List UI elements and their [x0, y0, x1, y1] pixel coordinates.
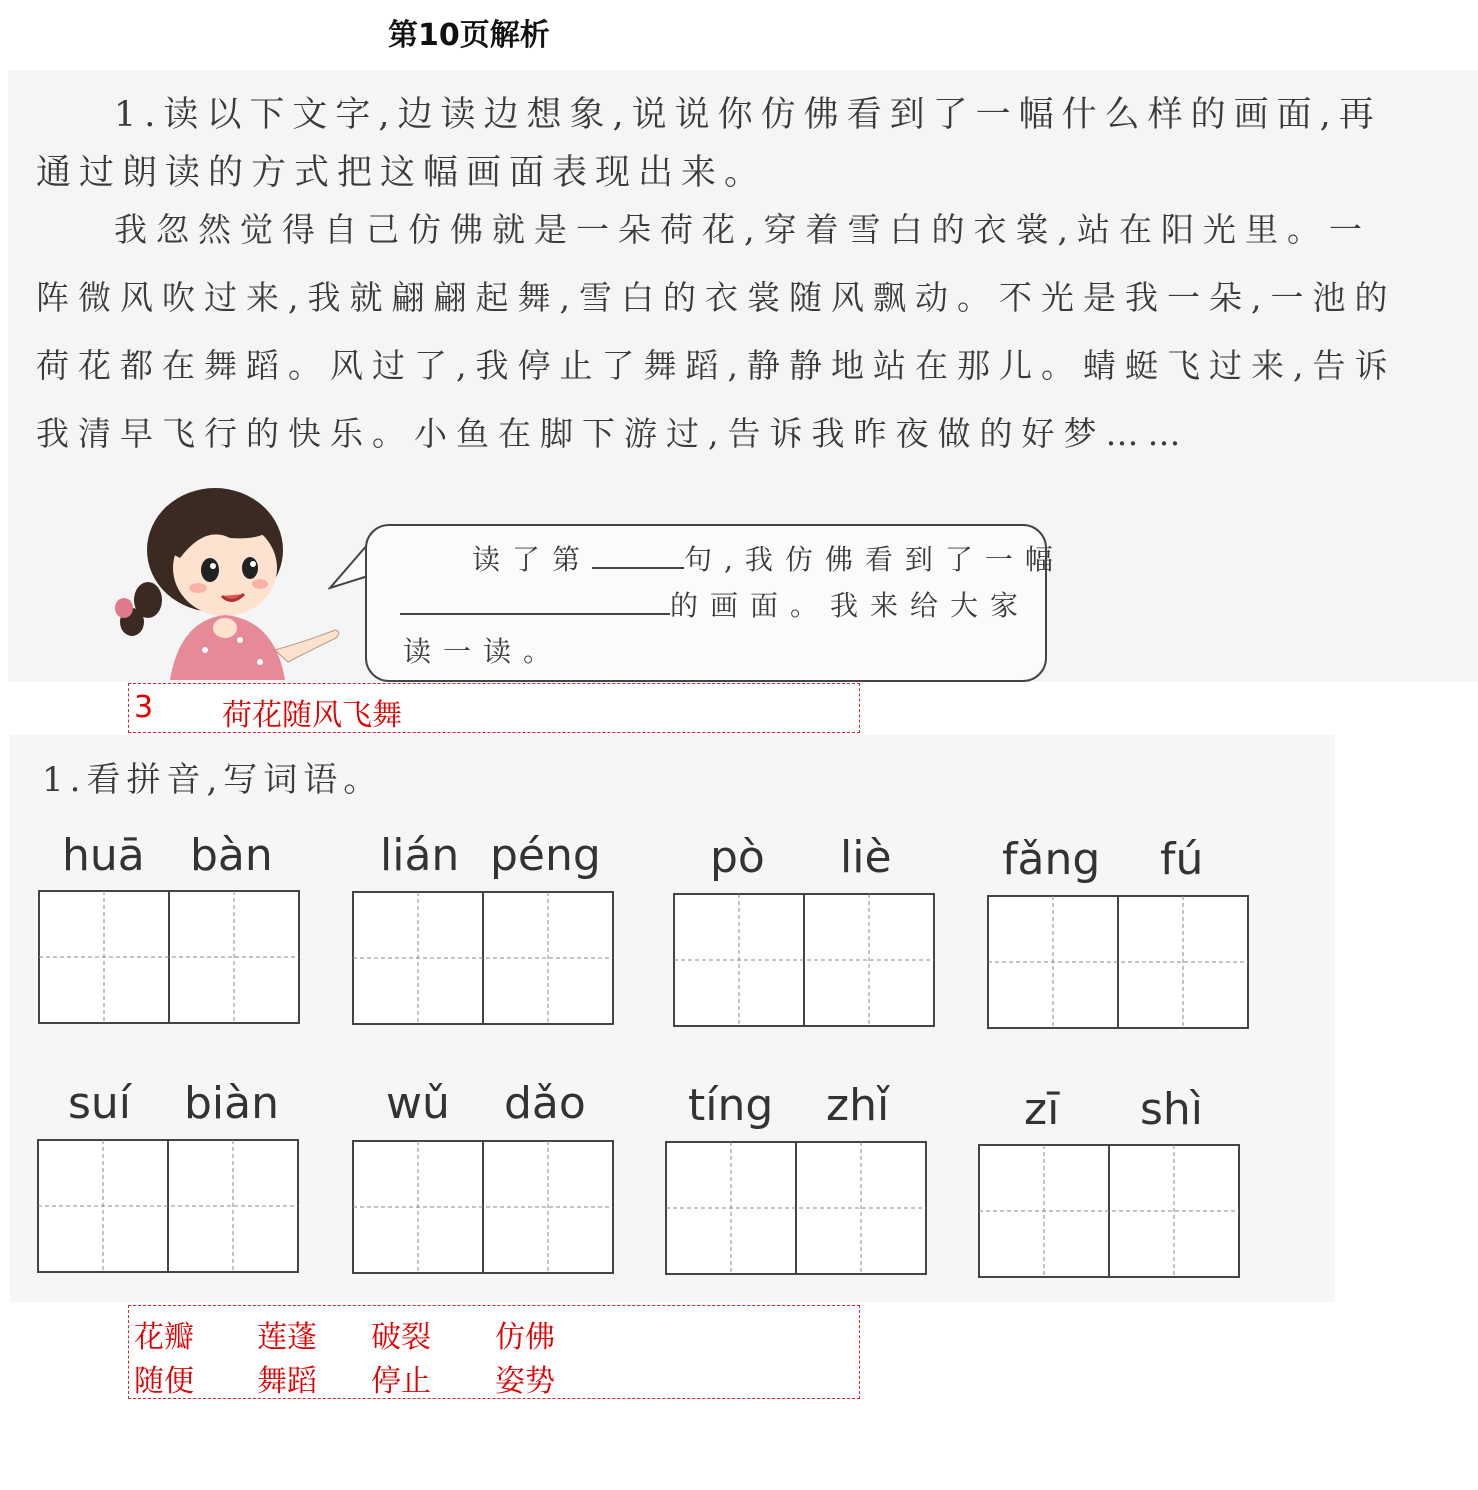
pinyin-4-2: fú — [1160, 834, 1204, 885]
scene-blank[interactable] — [400, 611, 670, 615]
pinyin-8-1: zī — [1024, 1084, 1060, 1135]
pinyin-2-1: lián — [380, 830, 460, 881]
answer-word-7: 停止 — [371, 1364, 431, 1399]
pinyin-8-2: shì — [1140, 1084, 1204, 1135]
bubble-line-2 — [400, 584, 1030, 624]
page-title: 第10页解析 — [388, 18, 550, 53]
writing-grid-5[interactable] — [37, 1139, 299, 1273]
reading-passage — [36, 196, 1406, 468]
question2-prompt: 1.看拼音,写词语。 — [42, 760, 384, 800]
answer-word-1: 花瓣 — [134, 1320, 194, 1355]
answer-word-5: 随便 — [134, 1364, 194, 1399]
answer-word-2: 莲蓬 — [257, 1320, 317, 1355]
answer-word-8: 姿势 — [495, 1364, 555, 1399]
sentence-number-blank[interactable] — [592, 565, 684, 569]
pinyin-6-2: dǎo — [504, 1078, 586, 1129]
pinyin-1-1: huā — [62, 830, 145, 881]
bubble-text-part3: 的画面。我来给大家 — [670, 589, 1031, 622]
writing-grid-6[interactable] — [352, 1140, 614, 1274]
bubble-line-3: 读一读。 — [403, 635, 564, 668]
writing-grid-7[interactable] — [665, 1141, 927, 1275]
pinyin-3-1: pò — [710, 832, 765, 883]
pinyin-7-1: tíng — [688, 1080, 774, 1131]
pinyin-6-1: wǔ — [386, 1078, 450, 1129]
pinyin-5-2: biàn — [184, 1078, 280, 1129]
reading-passage-text: 我忽然觉得自己仿佛就是一朵荷花,穿着雪白的衣裳,站在阳光里。一阵微风吹过来,我就翩翩起舞,雪白的衣裳随风飘动。不光是我一朵,一池的荷花都在舞蹈。风过了,我停止了舞蹈,静静地站在那儿。蜻蜓飞过来,告诉我清早飞行的快乐。小鱼在脚下游过,告诉我昨夜做的好梦…… — [36, 210, 1397, 453]
writing-grid-1[interactable] — [38, 890, 300, 1024]
pinyin-1-2: bàn — [190, 830, 273, 881]
writing-grid-8[interactable] — [978, 1144, 1240, 1278]
writing-grid-2[interactable] — [352, 891, 614, 1025]
bubble-line-1 — [472, 538, 1065, 578]
answer-word-4: 仿佛 — [495, 1320, 555, 1355]
pinyin-4-1: fǎng — [1002, 834, 1101, 885]
answer-sentence-number: 3 — [134, 690, 154, 725]
speech-bubble-tail — [328, 540, 370, 600]
answer-box-2 — [128, 1305, 860, 1399]
writing-grid-4[interactable] — [987, 895, 1249, 1029]
question1-prompt-text: 1.读以下文字,边读边想象,说说你仿佛看到了一幅什么样的画面,再通过朗读的方式把这幅画面表现出来。 — [36, 95, 1382, 193]
girl-illustration — [110, 480, 350, 680]
pinyin-2-2: péng — [490, 830, 601, 881]
pinyin-5-1: suí — [68, 1078, 132, 1129]
answer-word-3: 破裂 — [371, 1320, 431, 1355]
pinyin-3-2: liè — [840, 832, 892, 883]
answer-scene: 荷花随风飞舞 — [222, 698, 402, 733]
bubble-text-part2: 句,我仿佛看到了一幅 — [684, 543, 1065, 576]
bubble-text-part1: 读了第 — [472, 543, 593, 576]
question1-prompt — [36, 86, 1406, 202]
pinyin-7-2: zhǐ — [826, 1080, 890, 1131]
answer-word-6: 舞蹈 — [257, 1364, 317, 1399]
writing-grid-3[interactable] — [673, 893, 935, 1027]
